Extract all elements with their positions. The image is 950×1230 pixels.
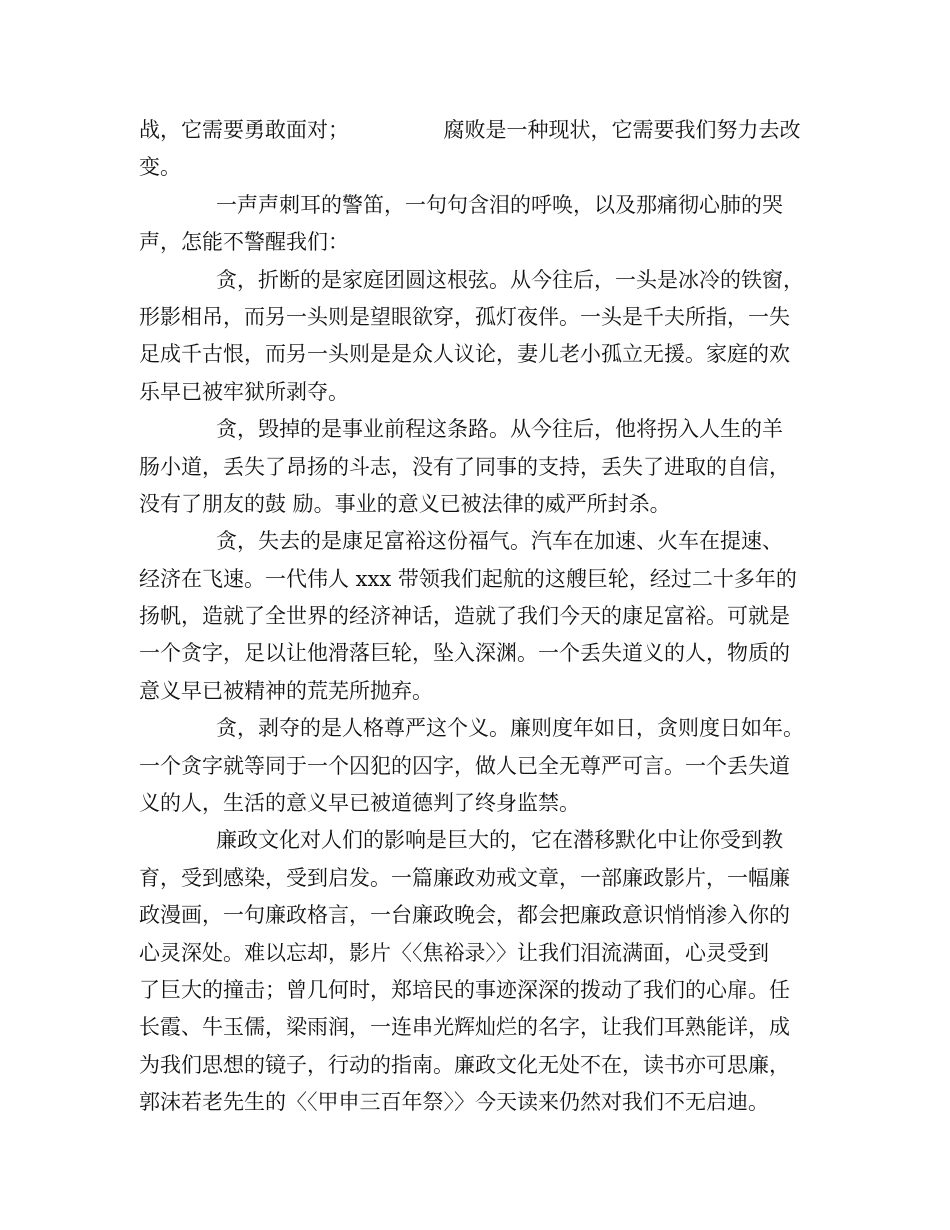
text-line: 了巨大的撞击；曾几何时，郑培民的事迹深深的拨动了我们的心扉。任 [139,977,790,1002]
paragraph [139,411,829,523]
text-line: 变。 [139,155,181,180]
paragraph [139,822,829,1121]
text-line: 贪，折断的是家庭团圆这根弦。从今往后，一头是冰冷的铁窗， [216,267,804,292]
text-line: 廉政文化对人们的影响是巨大的，它在潜移默化中让你受到教 [216,828,783,853]
text-line: 育，受到感染，受到启发。一篇廉政劝戒文章，一部廉政影片，一幅廉 [139,865,790,890]
paragraph [139,710,829,822]
document-page [139,112,829,1122]
text-line: 乐早已被牢狱所剥夺。 [139,379,349,404]
paragraph [139,187,829,262]
text-line: 扬帆，造就了全世界的经济神话，造就了我们今天的康足富裕。可就是 [139,604,790,629]
paragraph [139,262,829,412]
text-line: 义的人，生活的意义早已被道德判了终身监禁。 [139,791,580,816]
paragraph [139,112,829,187]
text-line: 没有了朋友的鼓 励。事业的意义已被法律的威严所封杀。 [139,491,671,516]
text-line: 贪，剥夺的是人格尊严这个义。廉则度年如日，贪则度日如年。 [216,716,804,741]
text-line: 贪，失去的是康足富裕这份福气。汽车在加速、火车在提速、 [216,529,783,554]
text-line: 贪，毁掉的是事业前程这条路。从今往后，他将拐入人生的羊 [216,417,783,442]
text-line: 经济在飞速。一代伟人 xxx 带领我们起航的这艘巨轮，经过二十多年的 [139,566,797,591]
text-line: 战，它需要勇敢面对； 腐败是一种现状，它需要我们努力去改 [139,118,801,142]
text-line: 肠小道，丢失了昂扬的斗志，没有了同事的支持，丢失了进取的自信， [139,454,790,479]
text-line: 声，怎能不警醒我们： [139,230,349,255]
text-line: 形影相吊，而另一头则是望眼欲穿，孤灯夜伴。一头是千夫所指，一失 [139,304,790,329]
text-line: 一个贪字，足以让他滑落巨轮，坠入深渊。一个丢失道义的人，物质的 [139,641,790,666]
text-line: 足成千古恨，而另一头则是是众人议论，妻儿老小孤立无援。家庭的欢 [139,342,790,367]
text-line: 为我们思想的镜子，行动的指南。廉政文化无处不在，读书亦可思廉， [139,1052,790,1077]
text-line: 一声声刺耳的警笛，一句句含泪的呼唤，以及那痛彻心肺的哭 [216,192,783,217]
text-line: 长霞、牛玉儒，梁雨润，一连串光辉灿烂的名字，让我们耳熟能详，成 [139,1015,790,1040]
text-line: 心灵深处。难以忘却，影片〈〈焦裕录〉〉让我们泪流满面，心灵受到 [139,940,769,965]
paragraph [139,523,829,710]
text-line: 一个贪字就等同于一个囚犯的囚字，做人已全无尊严可言。一个丢失道 [139,753,790,778]
text-line: 郭沫若老先生的〈〈甲申三百年祭〉〉今天读来仍然对我们不无启迪。 [139,1090,769,1115]
text-line: 政漫画，一句廉政格言，一台廉政晚会，都会把廉政意识悄悄渗入你的 [139,903,790,928]
text-line: 意义早已被精神的荒芜所抛弃。 [139,678,433,703]
